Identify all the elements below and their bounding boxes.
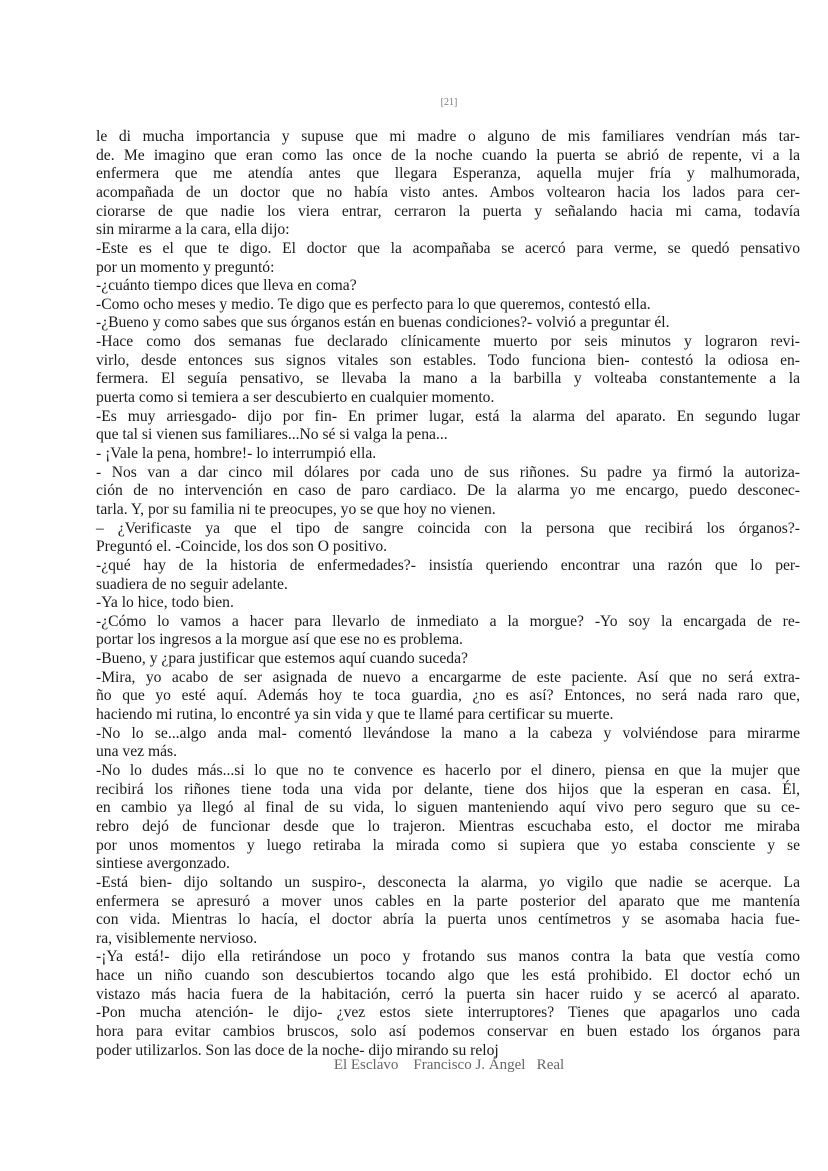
page-number: [21] [440,97,458,108]
text-line: -Hace como dos semanas fue declarado clínicamente muerto por seis minutos y lograron revi- [96,333,800,351]
text-line: en cambio ya llegó al final de su vida, lo siguen manteniendo aquí vivo pero seguro que su ce- [96,799,800,817]
body-text [96,128,800,1060]
text-line: – ¿Verificaste ya que el tipo de sangre coincida con la persona que recibirá los órganos?- [96,519,800,537]
text-line: recibirá los riñones tiene toda una vida por delante, tiene dos hijos que la esperan en casa. Él, [96,780,800,798]
text-line: - ¡Vale la pena, hombre!- lo interrumpió ella. [96,445,377,462]
text-line: vistazo más hacia fuera de la habitación, cerró la puerta sin hacer ruido y se acercó al aparato. [96,985,800,1003]
text-line: -¿qué hay de la historia de enfermedades?- insistía queriendo encontrar una razón que lo per- [96,556,800,574]
text-line: ño que yo esté aquí. Además hoy te toca guardia, ¿no es así? Entonces, no será nada raro que, [96,687,800,705]
text-line: por unos momentos y luego retiraba la mirada como si supiera que yo estaba consciente y se [96,836,800,854]
text-line: ciorarse de que nadie los viera entrar, cerraron la puerta y señalando hacia mi cama, todavía [96,202,800,220]
text-line: puerta como si temiera a ser descubierto en cualquier momento. [96,389,495,407]
text-line: ción de no intervención en caso de paro cardiaco. De la alarma yo me encargo, puedo desconec- [96,482,800,500]
text-line: portar los ingresos a la morgue así que ese no es problema. [96,631,463,649]
text-line: acompañada de un doctor que no había visto antes. Ambos voltearon hacia los lados para cer- [96,183,800,201]
text-line: una vez más. [96,743,177,761]
text-line: de. Me imagino que eran como las once de la noche cuando la puerta se abrió de repente, vi a la [96,146,800,164]
text-line: hora para evitar cambios bruscos, solo así podemos conservar en buen estado los órganos para [96,1023,800,1041]
text-line: por un momento y preguntó: [96,258,275,276]
text-line: enfermera se apresuró a mover unos cables en la parte posterior del aparato que me mantenía [96,892,800,910]
text-line: que tal si vienen sus familiares...No sé si valga la pena... [96,426,448,444]
text-line: virlo, desde entonces sus signos vitales son estables. Todo funciona bien- contestó la odiosa en- [96,351,800,369]
text-line: -¿Bueno y como sabes que sus órganos están en buenas condiciones?- volvió a preguntar él. [96,314,670,332]
text-line: fermera. El seguía pensativo, se llevaba la mano a la barbilla y volteaba constantemente a la [96,370,800,388]
text-line: suadiera de no seguir adelante. [96,575,288,593]
text-line: -¿Cómo lo vamos a hacer para llevarlo de inmediato a la morgue? -Yo soy la encargada de re- [96,612,800,630]
text-line: -Bueno, y ¿para justificar que estemos aquí cuando suceda? [96,650,468,668]
text-line: rebro dejó de funcionar desde que lo trajeron. Mientras escuchaba esto, el doctor me miraba [96,817,800,835]
text-line: -Este es el que te digo. El doctor que la acompañaba se acercó para verme, se quedó pensativo [96,239,800,257]
text-line: sintiese avergonzado. [96,855,230,873]
text-line: -No lo se...algo anda mal- comentó llevándose la mano a la cabeza y volviéndose para mirarme [96,724,800,742]
text-line: -Como ocho meses y medio. Te digo que es perfecto para lo que queremos, contestó ella. [96,295,651,313]
text-line: -¿cuánto tiempo dices que lleva en coma? [96,277,357,295]
text-line: -Está bien- dijo soltando un suspiro-, desconecta la alarma, yo vigilo que nadie se acerque. La [96,873,800,891]
text-line: con vida. Mientras lo hacía, el doctor abría la puerta unos centímetros y se asomaba hacia fue- [96,911,800,929]
text-line: - Nos van a dar cinco mil dólares por cada uno de sus riñones. Su padre ya firmó la autoriza- [96,463,800,481]
text-line: -Ya lo hice, todo bien. [96,594,234,612]
text-line: -Es muy arriesgado- dijo por fin- En primer lugar, está la alarma del aparato. En segundo lugar [96,407,800,425]
page-footer: El Esclavo Francisco J. Ángel Real [333,1057,565,1073]
text-line: le di mucha importancia y supuse que mi madre o alguno de mis familiares vendrían más tar- [96,128,800,145]
text-line: sin mirarme a la cara, ella dijo: [96,221,290,239]
text-line: -No lo dudes más...si lo que no te convence es hacerlo por el dinero, piensa en que la mujer que [96,762,800,780]
text-line: -Mira, yo acabo de ser asignada de nuevo a encargarme de este paciente. Así que no será extra- [96,668,800,686]
text-line: -¡Ya está!- dijo ella retirándose un poco y frotando sus manos contra la bata que vestía como [96,948,800,966]
text-line: hace un niño cuando son descubiertos tocando algo que les está prohibido. El doctor echó un [96,967,800,985]
text-line: poder utilizarlos. Son las doce de la noche- dijo mirando su reloj [96,1041,499,1059]
text-line: haciendo mi rutina, lo encontré ya sin vida y que te llamé para certificar su muerte. [96,706,614,724]
text-line: ra, visiblemente nervioso. [96,929,258,947]
text-line: enfermera que me atendía antes que llegara Esperanza, aquella mujer fría y malhumorada, [96,165,800,183]
text-line: tarla. Y, por su familia ni te preocupes, yo se que hoy no vienen. [96,500,496,518]
text-line: Preguntó el. -Coincide, los dos son O positivo. [96,538,388,556]
text-line: -Pon mucha atención- le dijo- ¿vez estos siete interruptores? Tienes que apagarlos uno cada [96,1004,800,1022]
